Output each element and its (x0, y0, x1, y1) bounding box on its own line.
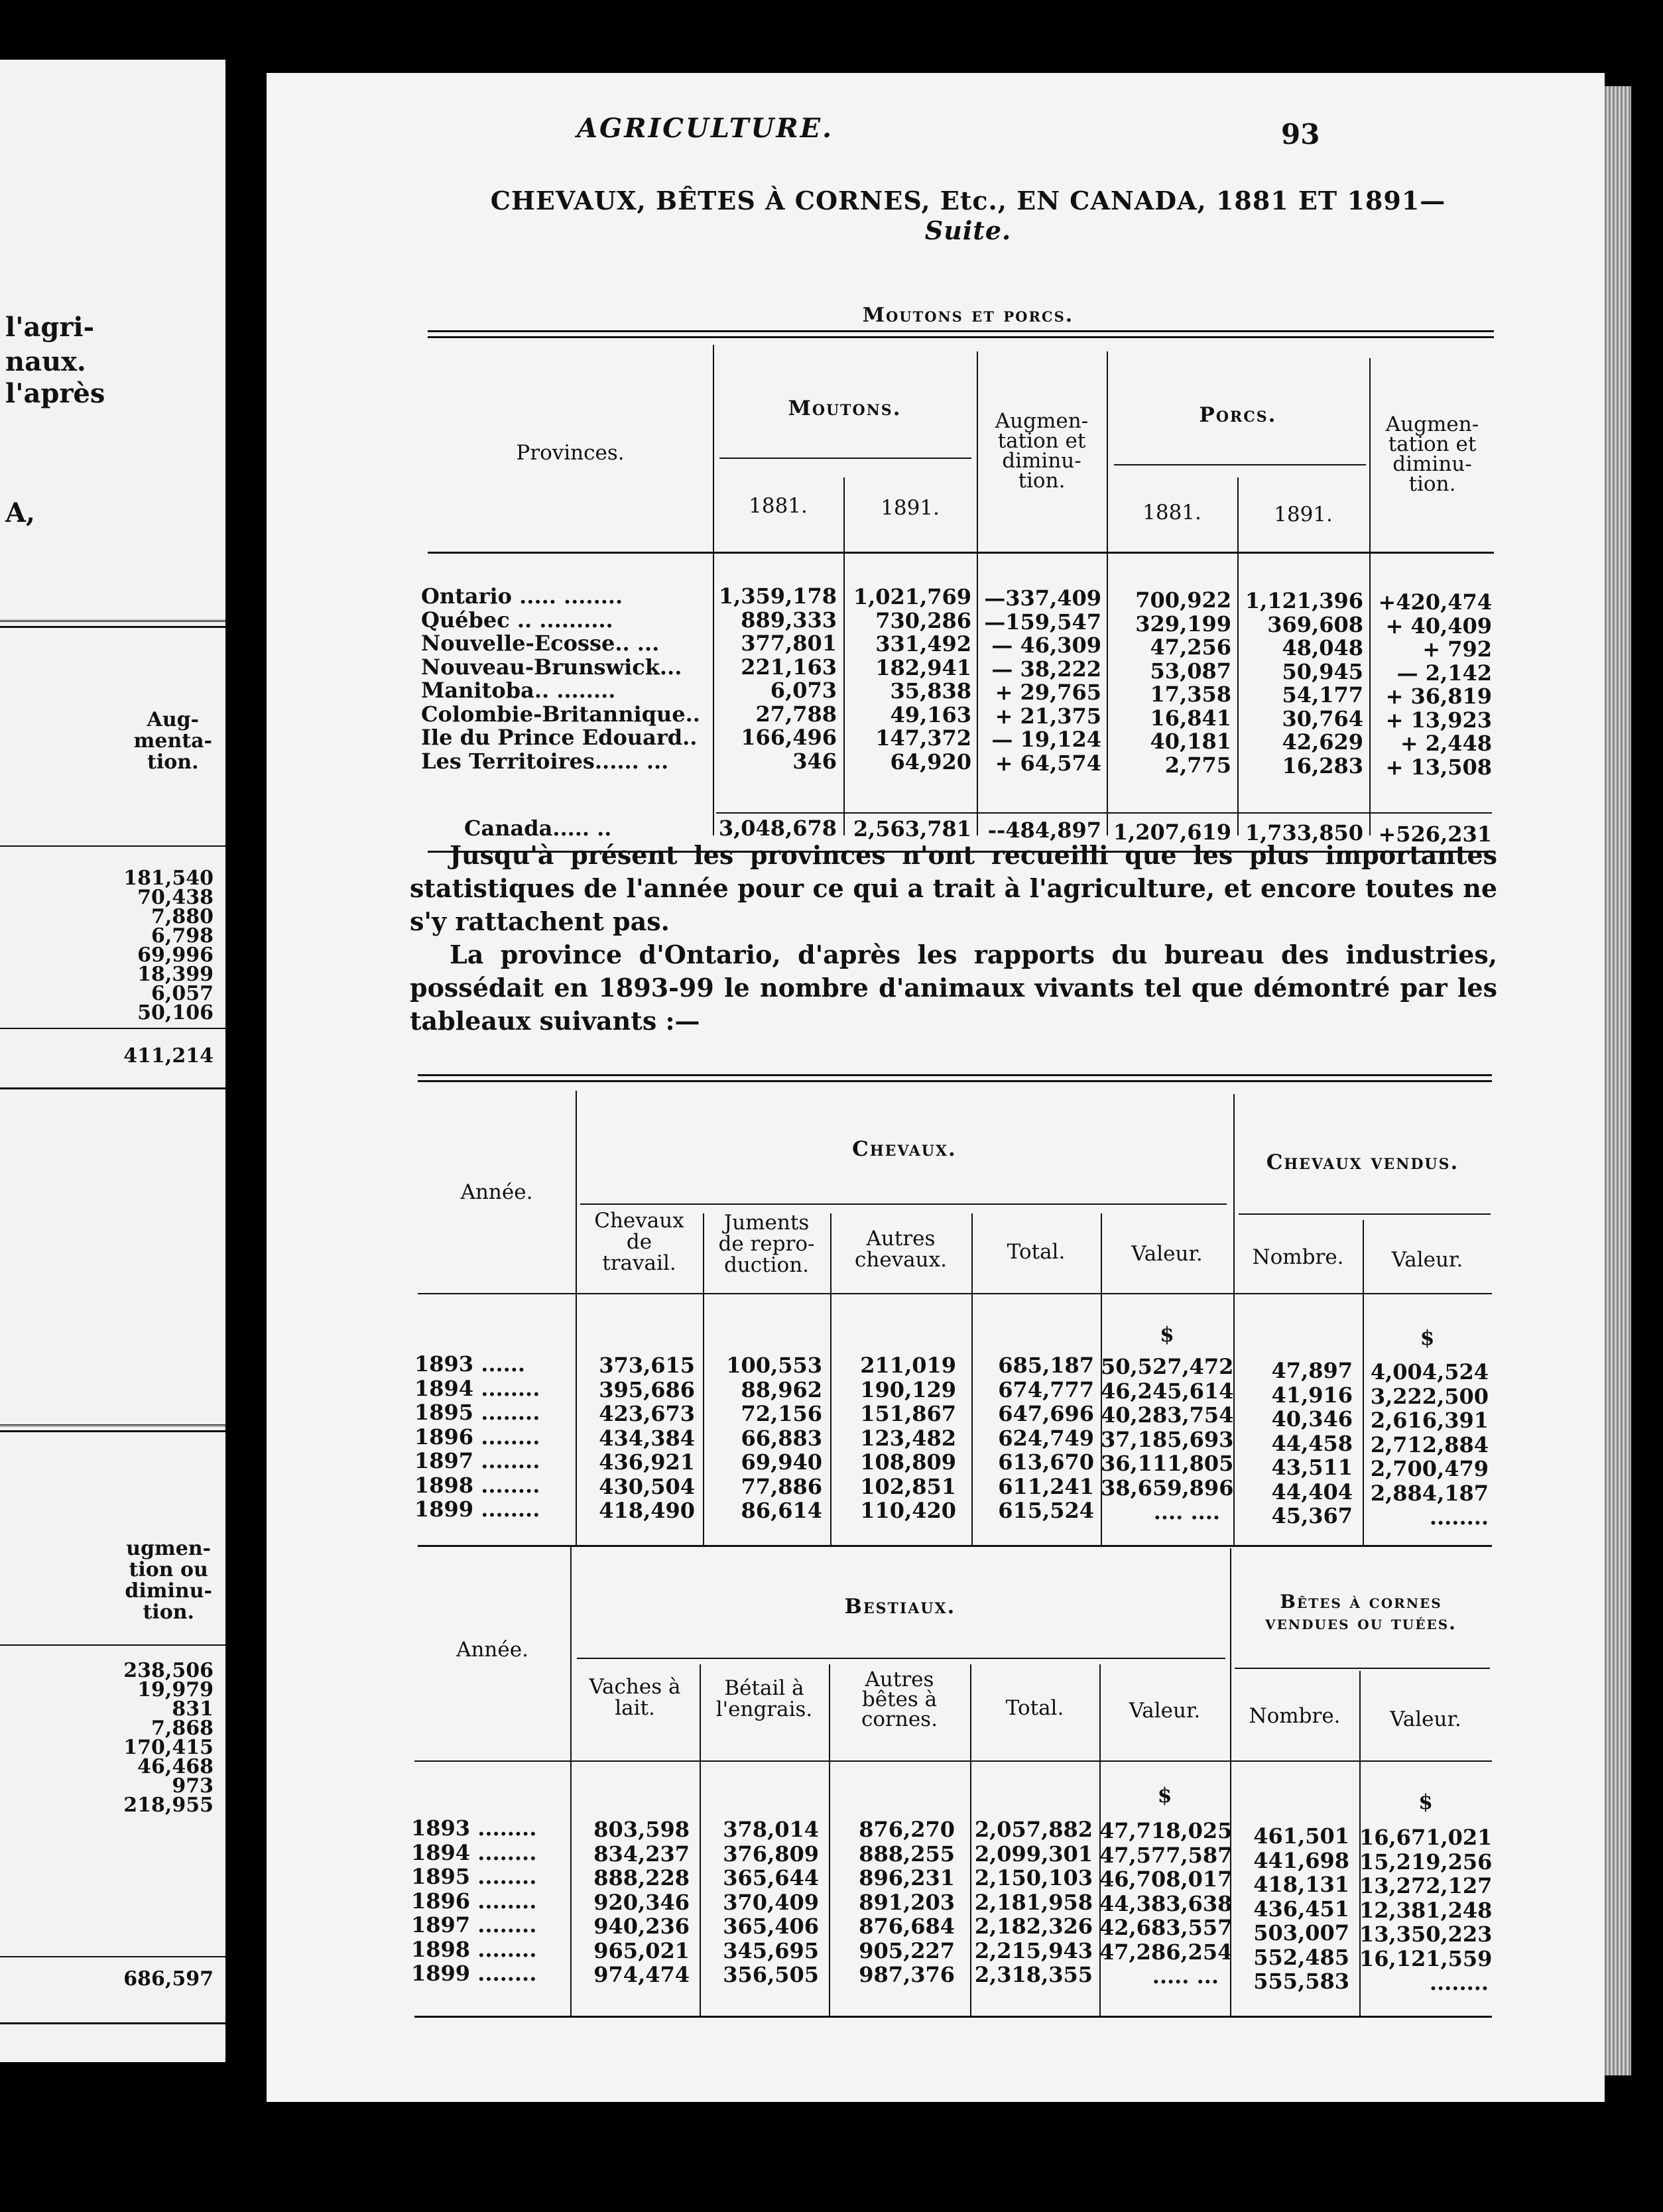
table-row-valeur: .... .... (1153, 1499, 1220, 1524)
table-row-moutons-augmentation: — 38,222 (991, 656, 1101, 682)
table-row-moutons-1881: 377,801 (741, 631, 837, 656)
total-row-province: Canada..... .. (464, 816, 612, 841)
table-row-province: Nouveau-Brunswick... (421, 654, 682, 680)
table-row-porcs-1891: 16,283 (1282, 753, 1363, 778)
table-row-juments: 88,962 (741, 1377, 822, 1402)
table-row-porcs-1881: 2,775 (1164, 752, 1231, 778)
left-rule (0, 1424, 225, 1432)
header-annee: Année. (456, 1638, 528, 1662)
table-row-autres-chevaux: 211,019 (860, 1353, 956, 1378)
header-annee: Année. (460, 1180, 533, 1204)
running-head: AGRICULTURE. (577, 113, 834, 144)
table-row-valeur-vendues: ........ (1429, 1970, 1489, 1995)
header-nombre: Nombre. (1249, 1704, 1341, 1728)
page-number: 93 (1281, 118, 1320, 151)
table-row-moutons-1891: 331,492 (875, 631, 971, 656)
table-row-province: Ontario ..... ........ (421, 584, 623, 609)
left-rule (0, 1087, 225, 1089)
table-rule (719, 458, 971, 459)
left-text-line-2: naux. (5, 346, 86, 377)
table-row-porcs-1891: 1,121,396 (1245, 588, 1363, 613)
table-row-valeur-vendus: 2,712,884 (1370, 1432, 1489, 1457)
table-row-autres-betes: 876,270 (859, 1817, 955, 1842)
table-row-nombre: 436,451 (1253, 1896, 1349, 1922)
table-row-moutons-augmentation: + 29,765 (995, 680, 1101, 705)
header-porcs-1891: 1891. (1274, 503, 1333, 526)
table-row-province: Québec .. .......... (421, 607, 613, 633)
header-chevaux: Chevaux. (852, 1137, 957, 1161)
table-row-moutons-1891: 730,286 (875, 607, 971, 633)
table-row-nombre: 44,404 (1271, 1479, 1353, 1505)
table-row-betail-engrais: 370,409 (723, 1889, 819, 1915)
table-row-nombre: 461,501 (1253, 1823, 1349, 1849)
book-gutter (225, 40, 267, 2069)
total-row-p1891: 1,733,850 (1245, 820, 1363, 845)
left-rule (0, 1956, 225, 1957)
table-row-porcs-1891: 30,764 (1282, 706, 1363, 731)
table-rule (716, 812, 1492, 814)
table-row-moutons-1881: 1,359,178 (718, 584, 837, 609)
table-row-chevaux-travail: 395,686 (599, 1377, 695, 1402)
table-row-year: 1895 ........ (411, 1864, 537, 1889)
header-autres-betes: Autres bêtes à cornes. (861, 1668, 938, 1731)
header-autres-chevaux: Autres chevaux. (855, 1227, 947, 1272)
table-row-valeur: 46,245,614 (1101, 1378, 1234, 1404)
left-numbers-block-1: 181,540 70,438 7,880 6,798 69,996 18,399 6,057 50,106 (123, 867, 214, 1024)
table-row-autres-betes: 905,227 (859, 1937, 955, 1963)
table-row-chevaux-travail: 418,490 (599, 1498, 695, 1523)
table-row-nombre: 503,007 (1253, 1920, 1349, 1945)
left-header-aug-2: ugmen- tion ou diminu- tion. (125, 1537, 212, 1624)
table-row-total: 611,241 (998, 1473, 1094, 1499)
header-moutons-1891: 1891. (881, 496, 940, 520)
table-row-moutons-1891: 35,838 (890, 678, 971, 704)
table-row-autres-chevaux: 108,809 (860, 1449, 956, 1475)
table-row-juments: 66,883 (741, 1425, 822, 1451)
header-betail-engrais: Bétail à l'engrais. (715, 1676, 813, 1721)
table-row-juments: 69,940 (741, 1449, 822, 1475)
table-row-total: 2,057,882 (974, 1817, 1093, 1842)
table-row-nombre: 45,367 (1271, 1503, 1353, 1528)
table-row-autres-betes: 896,231 (859, 1865, 955, 1890)
table-row-total: 2,182,326 (974, 1914, 1093, 1939)
table-row-moutons-augmentation: — 46,309 (991, 633, 1101, 658)
table-row-total: 674,777 (998, 1377, 1094, 1402)
table-rule (1235, 1668, 1490, 1669)
dollar-sign: $ (1157, 1784, 1172, 1808)
header-total: Total. (1007, 1240, 1066, 1264)
table-row-valeur: 38,659,896 (1101, 1475, 1234, 1501)
table-row-nombre: 441,698 (1253, 1847, 1349, 1873)
table-row-autres-betes: 987,376 (859, 1962, 955, 1987)
table-rule (418, 1074, 1492, 1082)
table-row-vaches-lait: 974,474 (593, 1962, 690, 1987)
table-row-autres-betes: 876,684 (859, 1914, 955, 1939)
previous-page-fragment (0, 60, 225, 2062)
table-rule (428, 552, 1494, 554)
header-provinces: Provinces. (516, 441, 625, 465)
table-row-moutons-1881: 27,788 (755, 701, 837, 727)
table-row-betail-engrais: 345,695 (723, 1937, 819, 1963)
table-row-porcs-1881: 16,841 (1150, 705, 1231, 731)
table-row-porcs-1891: 54,177 (1282, 682, 1363, 707)
table-row-vaches-lait: 888,228 (593, 1865, 690, 1890)
header-nombre: Nombre. (1252, 1245, 1344, 1269)
table-row-juments: 72,156 (741, 1401, 822, 1426)
table-row-porcs-augmentation: + 792 (1422, 637, 1492, 662)
table-row-chevaux-travail: 436,921 (599, 1449, 695, 1475)
table-row-total: 624,749 (998, 1425, 1094, 1451)
left-text-line-3: l'après (5, 378, 105, 409)
table-row-province: Manitoba.. ........ (421, 678, 616, 703)
table-row-valeur-vendus: 2,700,479 (1370, 1456, 1489, 1481)
table-row-year: 1898 ........ (411, 1936, 537, 1962)
table-row-porcs-augmentation: + 2,448 (1400, 731, 1492, 756)
table-row-moutons-1881: 6,073 (770, 678, 837, 703)
table-row-porcs-augmentation: + 13,508 (1385, 754, 1492, 780)
table-row-autres-betes: 891,203 (859, 1889, 955, 1915)
table-row-total: 2,150,103 (974, 1865, 1093, 1890)
paragraph-statistics: Jusqu'à présent les provinces n'ont recueilli que les plus importantes statistiques de l'année pour ce qui a trait à l'agriculture, et encore toutes ne s'y rattachent pas. (410, 840, 1497, 936)
table-row-moutons-augmentation: —159,547 (984, 609, 1101, 635)
table-rule (577, 1658, 1225, 1659)
table-row-valeur-vendues: 15,219,256 (1359, 1849, 1493, 1874)
table-row-moutons-1881: 889,333 (741, 607, 837, 633)
table-row-valeur-vendues: 13,350,223 (1359, 1922, 1493, 1947)
table-row-betail-engrais: 356,505 (723, 1962, 819, 1987)
table-row-year: 1896 ........ (414, 1424, 540, 1449)
table-row-valeur: 47,577,587 (1099, 1842, 1233, 1868)
header-valeur-vendus: Valeur. (1391, 1248, 1463, 1272)
left-rule (0, 845, 225, 847)
table-row-nombre: 40,346 (1271, 1406, 1353, 1432)
table-row-valeur: ..... ... (1152, 1963, 1219, 1989)
table-row-juments: 77,886 (741, 1473, 822, 1499)
table-row-valeur: 50,527,472 (1101, 1354, 1234, 1379)
table-row-nombre: 41,916 (1271, 1382, 1353, 1408)
table-row-porcs-1881: 329,199 (1135, 611, 1231, 637)
header-moutons: Moutons. (788, 397, 902, 420)
left-total-1: 411,214 (123, 1044, 214, 1068)
left-rule (0, 620, 225, 628)
left-total-2: 686,597 (123, 1967, 214, 1991)
table-row-moutons-1891: 147,372 (875, 725, 971, 751)
table-row-porcs-1891: 48,048 (1282, 635, 1363, 660)
header-moutons-1881: 1881. (749, 494, 808, 518)
table-row-porcs-1881: 700,922 (1135, 587, 1231, 613)
table-row-total: 2,318,355 (974, 1962, 1093, 1987)
table-row-chevaux-travail: 430,504 (599, 1473, 695, 1499)
table-row-total: 615,524 (998, 1498, 1094, 1523)
table-row-year: 1893 ........ (411, 1815, 537, 1841)
table-row-nombre: 47,897 (1271, 1358, 1353, 1383)
total-row-m1881: 3,048,678 (718, 816, 837, 841)
header-total: Total. (1005, 1696, 1064, 1720)
table-row-valeur-vendus: 3,222,500 (1370, 1383, 1489, 1409)
dollar-sign: $ (1160, 1323, 1174, 1347)
table-row-valeur: 47,718,025 (1099, 1818, 1233, 1843)
table-row-valeur-vendues: 16,121,559 (1359, 1945, 1493, 1971)
table-row-moutons-augmentation: — 19,124 (991, 727, 1101, 752)
table-row-year: 1894 ........ (414, 1375, 540, 1401)
header-porcs-1881: 1881. (1142, 501, 1201, 524)
table-row-porcs-augmentation: + 13,923 (1385, 707, 1492, 733)
table-row-nombre: 43,511 (1271, 1455, 1353, 1480)
total-row-m1891: 2,563,781 (853, 816, 971, 841)
total-row-p_aug: +526,231 (1378, 822, 1492, 847)
table-row-nombre: 418,131 (1253, 1872, 1349, 1897)
table-row-year: 1896 ........ (411, 1888, 537, 1914)
table-row-autres-chevaux: 151,867 (860, 1401, 956, 1426)
table-row-valeur-vendues: 12,381,248 (1359, 1897, 1493, 1923)
table-row-betail-engrais: 378,014 (723, 1817, 819, 1842)
header-augmentation-porcs: Augmen- tation et diminu- tion. (1385, 412, 1479, 496)
header-juments: Juments de repro- duction. (718, 1211, 815, 1277)
table-row-porcs-augmentation: + 40,409 (1385, 613, 1492, 639)
table-row-nombre: 552,485 (1253, 1944, 1349, 1970)
table-rule (580, 1203, 1227, 1205)
table-row-valeur: 46,708,017 (1099, 1867, 1233, 1892)
table-row-porcs-1881: 40,181 (1150, 729, 1231, 754)
table-row-year: 1897 ........ (414, 1448, 540, 1473)
table-row-total: 685,187 (998, 1353, 1094, 1378)
table-row-moutons-1891: 182,941 (875, 654, 971, 680)
dollar-sign: $ (1418, 1790, 1433, 1814)
table-row-chevaux-travail: 434,384 (599, 1425, 695, 1451)
table-rule (1239, 1213, 1491, 1215)
header-vaches-lait: Vaches à lait. (589, 1675, 681, 1720)
table-row-total: 2,099,301 (974, 1841, 1093, 1867)
header-bestiaux: Bestiaux. (844, 1595, 956, 1619)
table-rule (414, 1760, 1492, 1762)
paragraph-ontario: La province d'Ontario, d'après les rapports du bureau des industries, possédait en 1893-99 le nombre d'animaux vivants tel que démontré par les tableaux suivants :— (410, 940, 1497, 1036)
table-rule (428, 330, 1494, 338)
table-row-total: 2,181,958 (974, 1889, 1093, 1915)
table-row-valeur-vendus: 2,884,187 (1370, 1480, 1489, 1506)
table-row-moutons-1891: 64,920 (890, 749, 971, 774)
header-betes-vendues: Bêtes à cornes vendues ou tuées. (1265, 1591, 1457, 1634)
table-row-year: 1894 ........ (411, 1839, 537, 1865)
table-row-moutons-augmentation: + 21,375 (995, 703, 1101, 729)
table-row-juments: 100,553 (726, 1353, 822, 1378)
table-row-province: Nouvelle-Ecosse.. ... (421, 631, 660, 656)
table-row-vaches-lait: 965,021 (593, 1937, 690, 1963)
header-chevaux-vendus: Chevaux vendus. (1266, 1150, 1459, 1174)
table-row-valeur-vendus: ........ (1429, 1505, 1489, 1530)
table-row-vaches-lait: 803,598 (593, 1817, 690, 1842)
table-row-valeur: 42,683,557 (1099, 1915, 1233, 1940)
left-text-line-4: A, (5, 497, 35, 528)
table-row-valeur: 36,111,805 (1101, 1451, 1234, 1476)
table-row-valeur-vendus: 4,004,524 (1370, 1359, 1489, 1384)
dollar-sign: $ (1420, 1326, 1435, 1350)
table-row-year: 1898 ........ (414, 1472, 540, 1498)
table-row-moutons-augmentation: + 64,574 (995, 750, 1101, 776)
table-row-valeur: 47,286,254 (1099, 1939, 1233, 1965)
table-rule (414, 2016, 1492, 2018)
table-row-valeur-vendus: 2,616,391 (1370, 1408, 1489, 1433)
table-row-autres-chevaux: 190,129 (860, 1377, 956, 1402)
left-rule (0, 1028, 225, 1029)
table-row-total: 647,696 (998, 1401, 1094, 1426)
table-row-vaches-lait: 920,346 (593, 1889, 690, 1915)
table-row-porcs-augmentation: + 36,819 (1385, 684, 1492, 709)
table-rule (418, 1545, 1492, 1547)
table-row-province: Ile du Prince Edouard.. (421, 725, 698, 750)
page-title: CHEVAUX, BÊTES À CORNES, Etc., EN CANADA, 1881 ET 1891—Suite. (490, 186, 1446, 245)
table-rule (418, 1293, 1492, 1294)
header-valeur: Valeur. (1129, 1699, 1201, 1723)
page-subtitle: Moutons et porcs. (862, 304, 1074, 327)
table-row-betail-engrais: 365,644 (723, 1865, 819, 1890)
table-row-moutons-1881: 221,163 (741, 654, 837, 680)
table-row-vaches-lait: 940,236 (593, 1914, 690, 1939)
left-numbers-block-2: 238,506 19,979 831 7,868 170,415 46,468 973 218,955 (123, 1659, 214, 1817)
table-row-nombre: 44,458 (1271, 1430, 1353, 1456)
table-row-province: Colombie-Britannique.. (421, 701, 700, 727)
table-row-autres-chevaux: 110,420 (860, 1498, 956, 1523)
table-row-total: 2,215,943 (974, 1937, 1093, 1963)
table-row-valeur-vendues: 16,671,021 (1359, 1825, 1493, 1850)
table-row-valeur: 44,383,638 (1099, 1890, 1233, 1916)
header-chevaux-travail: Chevaux de travail. (594, 1209, 684, 1275)
left-text-line-1: l'agri- (5, 312, 95, 343)
header-porcs: Porcs. (1199, 403, 1277, 427)
page-edges (1605, 86, 1631, 2075)
table-row-autres-chevaux: 123,482 (860, 1425, 956, 1451)
table-row-year: 1899 ........ (411, 1961, 537, 1986)
header-valeur: Valeur. (1131, 1242, 1203, 1266)
total-row-p1881: 1,207,619 (1113, 820, 1231, 845)
table-row-porcs-1891: 50,945 (1282, 658, 1363, 684)
table-row-chevaux-travail: 423,673 (599, 1401, 695, 1426)
table-row-juments: 86,614 (741, 1498, 822, 1523)
header-augmentation-moutons: Augmen- tation et diminu- tion. (995, 409, 1089, 493)
table-row-year: 1899 ........ (414, 1497, 540, 1522)
table-row-betail-engrais: 365,406 (723, 1914, 819, 1939)
table-row-year: 1897 ........ (411, 1912, 537, 1937)
table-row-vaches-lait: 834,237 (593, 1841, 690, 1867)
table-row-nombre: 555,583 (1253, 1969, 1349, 1994)
table-row-porcs-1891: 42,629 (1282, 729, 1363, 755)
table-row-moutons-1891: 49,163 (890, 702, 971, 727)
table-row-chevaux-travail: 373,615 (599, 1353, 695, 1378)
table-row-porcs-augmentation: +420,474 (1378, 589, 1492, 615)
table-row-valeur: 37,185,693 (1101, 1426, 1234, 1452)
table-row-year: 1893 ...... (414, 1351, 526, 1377)
table-row-porcs-augmentation: — 2,142 (1396, 660, 1492, 686)
table-row-valeur-vendues: 13,272,127 (1359, 1873, 1493, 1898)
table-row-porcs-1881: 17,358 (1150, 682, 1231, 707)
table-row-moutons-1891: 1,021,769 (853, 584, 971, 609)
table-row-porcs-1891: 369,608 (1267, 611, 1363, 637)
table-row-porcs-1881: 53,087 (1150, 658, 1231, 684)
table-row-betail-engrais: 376,809 (723, 1841, 819, 1867)
table-row-year: 1895 ........ (414, 1400, 540, 1425)
header-valeur-vendues: Valeur. (1390, 1707, 1461, 1731)
table-row-valeur: 40,283,754 (1101, 1402, 1234, 1428)
table-row-moutons-1881: 346 (792, 748, 837, 774)
total-row-m_aug: --484,897 (987, 818, 1101, 843)
table-row-moutons-augmentation: —337,409 (984, 585, 1101, 611)
table-row-province: Les Territoires...... ... (421, 748, 669, 774)
table-row-autres-chevaux: 102,851 (860, 1473, 956, 1499)
table-row-total: 613,670 (998, 1449, 1094, 1475)
table-row-autres-betes: 888,255 (859, 1841, 955, 1867)
table-rule (1114, 464, 1366, 465)
table-row-moutons-1881: 166,496 (741, 725, 837, 750)
left-header-aug: Aug- menta- tion. (133, 708, 212, 774)
left-rule (0, 2022, 225, 2024)
left-rule (0, 1644, 225, 1646)
table-row-porcs-1881: 47,256 (1150, 635, 1231, 660)
